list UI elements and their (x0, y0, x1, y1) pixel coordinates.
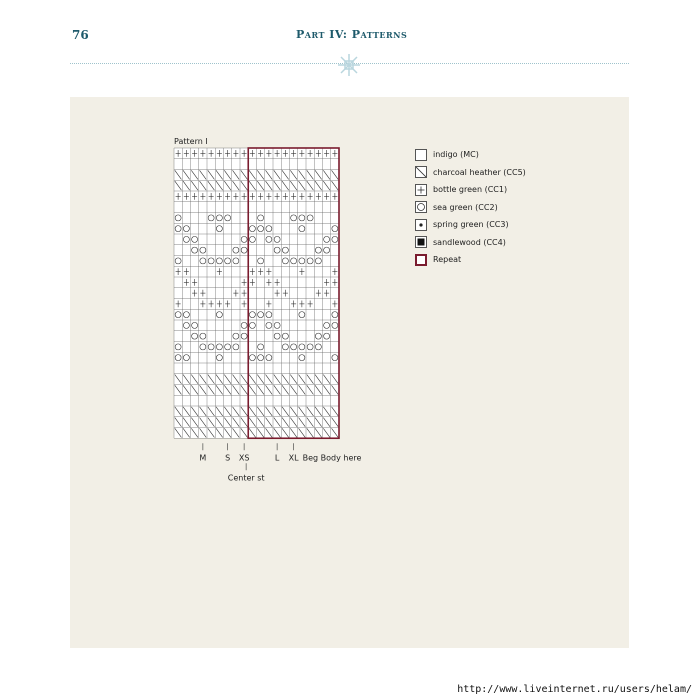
legend-label: sea green (CC2) (433, 202, 498, 212)
footer-url: http://www.liveinternet.ru/users/helam/ (457, 684, 692, 695)
legend-item-sea-green (415, 199, 526, 217)
dot-swatch-icon (415, 219, 427, 231)
legend-item-sandlewood (415, 234, 526, 252)
size-marker-label: S (225, 453, 231, 463)
begin-body-label: Beg Body here (302, 453, 362, 463)
legend-item-charcoal (415, 164, 526, 182)
legend-label: bottle green (CC1) (433, 185, 508, 195)
running-head: Part IV: Patterns (296, 28, 408, 41)
legend-label: spring green (CC3) (433, 220, 509, 230)
plus-swatch-icon (415, 184, 427, 196)
legend-label: charcoal heather (CC5) (433, 167, 526, 177)
chart-title: Pattern I (174, 137, 208, 146)
circle-swatch-icon (415, 201, 427, 213)
legend-label: Repeat (433, 255, 462, 265)
legend-item-bottle-green (415, 181, 526, 199)
legend-item-spring-green (415, 216, 526, 234)
size-marker-label: XL (288, 453, 299, 463)
center-st-label: Center st (227, 473, 265, 483)
repeat-swatch-icon (415, 254, 427, 266)
blank-swatch-icon (415, 149, 427, 161)
size-marker-label: L (274, 453, 280, 463)
legend-label: indigo (MC) (433, 150, 479, 160)
size-marker-label: XS (238, 453, 250, 463)
slash-swatch-icon (415, 166, 427, 178)
size-marker-label: M (199, 453, 207, 463)
legend (415, 146, 526, 269)
page-number: 76 (72, 28, 89, 42)
legend-label: sandlewood (CC4) (433, 237, 506, 247)
filled-swatch-icon (415, 236, 427, 248)
legend-item-indigo (415, 146, 526, 164)
legend-item-repeat (415, 251, 526, 269)
